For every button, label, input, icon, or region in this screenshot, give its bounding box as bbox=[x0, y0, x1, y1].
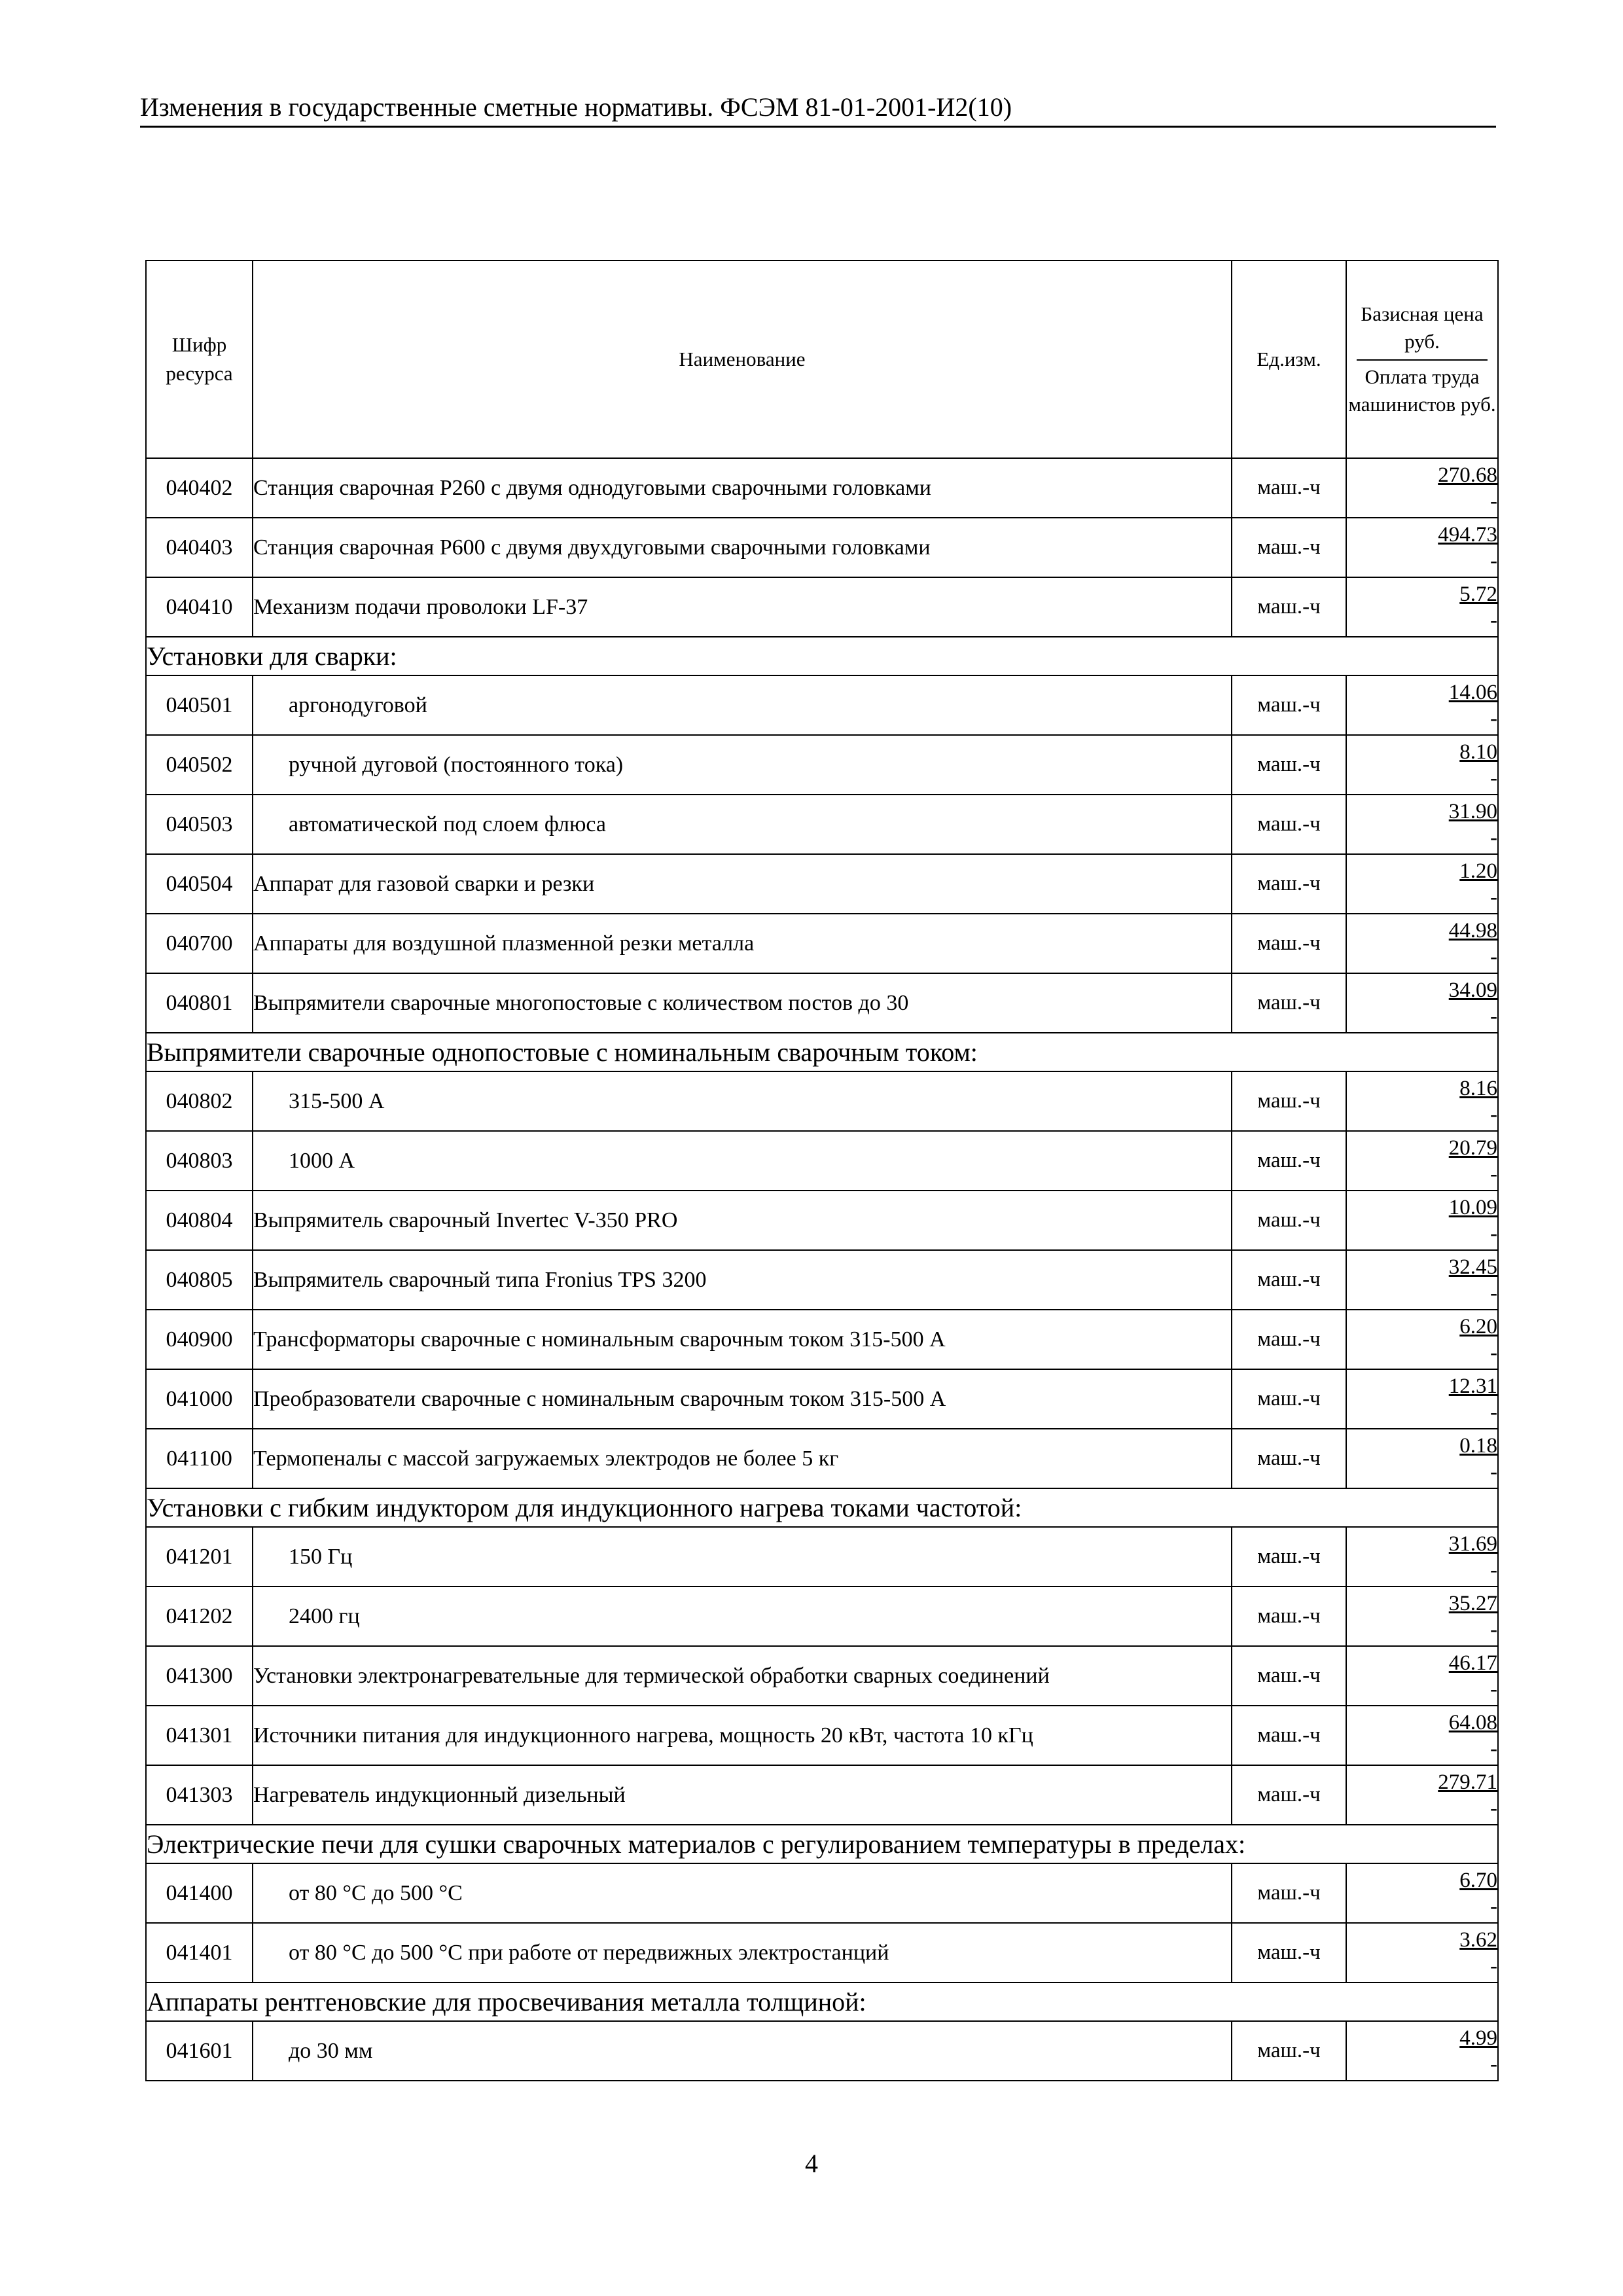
resource-code: 040801 bbox=[146, 973, 253, 1033]
operator-wage: - bbox=[1490, 1162, 1497, 1186]
operator-wage: - bbox=[1490, 1894, 1497, 1918]
base-price: 270.68 bbox=[1438, 463, 1497, 487]
resource-code: 040803 bbox=[146, 1131, 253, 1191]
resource-code: 041100 bbox=[146, 1429, 253, 1488]
resource-code: 040503 bbox=[146, 795, 253, 854]
resource-name: Механизм подачи проволоки LF-37 bbox=[253, 577, 1232, 637]
resource-code: 040402 bbox=[146, 458, 253, 518]
base-price: 6.70 bbox=[1459, 1868, 1497, 1892]
resource-name: до 30 мм bbox=[253, 2021, 1232, 2081]
table-row bbox=[146, 1527, 1498, 1587]
operator-wage: - bbox=[1490, 825, 1497, 850]
resource-name: Трансформаторы сварочные с номинальным сварочным током 315-500 А bbox=[253, 1310, 1232, 1369]
resource-code: 041000 bbox=[146, 1369, 253, 1429]
price-cell bbox=[1346, 1250, 1498, 1310]
operator-wage: - bbox=[1490, 2052, 1497, 2076]
base-price: 5.72 bbox=[1459, 582, 1497, 606]
price-cell bbox=[1346, 1706, 1498, 1765]
base-price: 64.08 bbox=[1448, 1710, 1497, 1734]
table-row bbox=[146, 2021, 1498, 2081]
operator-wage: - bbox=[1490, 608, 1497, 632]
price-cell bbox=[1346, 973, 1498, 1033]
price-cell bbox=[1346, 458, 1498, 518]
document-header: Изменения в государственные сметные нормативы. ФСЭМ 81-01-2001-И2(10) bbox=[140, 92, 1496, 128]
resource-name: ручной дуговой (постоянного тока) bbox=[253, 735, 1232, 795]
price-cell bbox=[1346, 854, 1498, 914]
operator-wage: - bbox=[1490, 1004, 1497, 1028]
operator-wage: - bbox=[1490, 1400, 1497, 1424]
table-row bbox=[146, 1765, 1498, 1825]
group-heading: Аппараты рентгеновские для просвечивания металла толщиной: bbox=[146, 1982, 1498, 2021]
resource-name: 1000 А bbox=[253, 1131, 1232, 1191]
resource-code: 041202 bbox=[146, 1587, 253, 1646]
price-cell bbox=[1346, 1191, 1498, 1250]
resource-name: Станция сварочная Р260 с двумя однодуговыми сварочными головками bbox=[253, 458, 1232, 518]
price-header-divider bbox=[1357, 359, 1488, 361]
operator-wage: - bbox=[1490, 706, 1497, 730]
unit-of-measure: маш.-ч bbox=[1232, 675, 1346, 735]
price-cell bbox=[1346, 1369, 1498, 1429]
table-row bbox=[146, 1310, 1498, 1369]
operator-wage: - bbox=[1490, 1221, 1497, 1246]
unit-of-measure: маш.-ч bbox=[1232, 458, 1346, 518]
price-cell bbox=[1346, 1429, 1498, 1488]
operator-wage: - bbox=[1490, 1281, 1497, 1305]
resource-code: 040700 bbox=[146, 914, 253, 973]
resource-code: 040403 bbox=[146, 518, 253, 577]
base-price: 20.79 bbox=[1448, 1136, 1497, 1160]
base-price: 4.99 bbox=[1459, 2026, 1497, 2050]
unit-of-measure: маш.-ч bbox=[1232, 1429, 1346, 1488]
unit-of-measure: маш.-ч bbox=[1232, 577, 1346, 637]
operator-wage: - bbox=[1490, 1954, 1497, 1978]
resource-code: 040410 bbox=[146, 577, 253, 637]
price-header-bottom: Оплата труда машинистов руб. bbox=[1348, 365, 1496, 416]
page-number: 4 bbox=[805, 2149, 818, 2178]
resource-name: Преобразователи сварочные с номинальным сварочным током 315-500 А bbox=[253, 1369, 1232, 1429]
unit-of-measure: маш.-ч bbox=[1232, 1646, 1346, 1706]
resource-code: 041601 bbox=[146, 2021, 253, 2081]
table-row bbox=[146, 675, 1498, 735]
unit-of-measure: маш.-ч bbox=[1232, 1191, 1346, 1250]
operator-wage: - bbox=[1490, 1102, 1497, 1126]
resource-name: аргонодуговой bbox=[253, 675, 1232, 735]
price-cell bbox=[1346, 1765, 1498, 1825]
price-cell bbox=[1346, 1527, 1498, 1587]
unit-of-measure: маш.-ч bbox=[1232, 1863, 1346, 1923]
base-price: 10.09 bbox=[1448, 1195, 1497, 1219]
resource-code: 041201 bbox=[146, 1527, 253, 1587]
unit-of-measure: маш.-ч bbox=[1232, 1250, 1346, 1310]
unit-of-measure: маш.-ч bbox=[1232, 795, 1346, 854]
table-row bbox=[146, 973, 1498, 1033]
resource-code: 040802 bbox=[146, 1071, 253, 1131]
price-cell bbox=[1346, 518, 1498, 577]
base-price: 8.10 bbox=[1459, 740, 1497, 764]
resource-name: Станция сварочная Р600 с двумя двухдуговыми сварочными головками bbox=[253, 518, 1232, 577]
operator-wage: - bbox=[1490, 1736, 1497, 1761]
base-price: 0.18 bbox=[1459, 1433, 1497, 1458]
price-cell bbox=[1346, 2021, 1498, 2081]
unit-of-measure: маш.-ч bbox=[1232, 1131, 1346, 1191]
operator-wage: - bbox=[1490, 1340, 1497, 1365]
base-price: 46.17 bbox=[1448, 1651, 1497, 1675]
unit-of-measure: маш.-ч bbox=[1232, 1369, 1346, 1429]
group-heading: Электрические печи для сушки сварочных материалов с регулированием температуры в пределах: bbox=[146, 1825, 1498, 1863]
table-row bbox=[146, 1923, 1498, 1982]
operator-wage: - bbox=[1490, 766, 1497, 790]
resource-name: 150 Гц bbox=[253, 1527, 1232, 1587]
price-cell bbox=[1346, 1863, 1498, 1923]
column-header-code: Шифр ресурса bbox=[146, 260, 253, 458]
base-price: 31.90 bbox=[1448, 799, 1497, 823]
resource-name: Установки электронагревательные для термической обработки сварных соединений bbox=[253, 1646, 1232, 1706]
base-price: 8.16 bbox=[1459, 1076, 1497, 1100]
table-row bbox=[146, 1369, 1498, 1429]
unit-of-measure: маш.-ч bbox=[1232, 1706, 1346, 1765]
unit-of-measure: маш.-ч bbox=[1232, 1587, 1346, 1646]
unit-of-measure: маш.-ч bbox=[1232, 973, 1346, 1033]
price-header-top: Базисная цена руб. bbox=[1361, 302, 1484, 353]
resource-table bbox=[145, 260, 1499, 2081]
operator-wage: - bbox=[1490, 944, 1497, 969]
resource-code: 041401 bbox=[146, 1923, 253, 1982]
operator-wage: - bbox=[1490, 1796, 1497, 1820]
resource-code: 040900 bbox=[146, 1310, 253, 1369]
table-row bbox=[146, 1250, 1498, 1310]
price-cell bbox=[1346, 1310, 1498, 1369]
resource-code: 041300 bbox=[146, 1646, 253, 1706]
table-header-row bbox=[146, 260, 1498, 458]
table-row bbox=[146, 1071, 1498, 1131]
unit-of-measure: маш.-ч bbox=[1232, 1765, 1346, 1825]
price-cell bbox=[1346, 795, 1498, 854]
operator-wage: - bbox=[1490, 1677, 1497, 1701]
group-heading: Установки для сварки: bbox=[146, 637, 1498, 675]
base-price: 279.71 bbox=[1438, 1770, 1497, 1794]
resource-code: 041301 bbox=[146, 1706, 253, 1765]
base-price: 14.06 bbox=[1448, 680, 1497, 704]
unit-of-measure: маш.-ч bbox=[1232, 1923, 1346, 1982]
resource-name: от 80 °С до 500 °С bbox=[253, 1863, 1232, 1923]
resource-name: Аппараты для воздушной плазменной резки металла bbox=[253, 914, 1232, 973]
resource-code: 041400 bbox=[146, 1863, 253, 1923]
table-row bbox=[146, 1191, 1498, 1250]
resource-name: Источники питания для индукционного нагрева, мощность 20 кВт, частота 10 кГц bbox=[253, 1706, 1232, 1765]
operator-wage: - bbox=[1490, 1558, 1497, 1582]
base-price: 6.20 bbox=[1459, 1314, 1497, 1338]
table-body bbox=[146, 458, 1498, 2081]
base-price: 35.27 bbox=[1448, 1591, 1497, 1615]
price-cell bbox=[1346, 914, 1498, 973]
operator-wage: - bbox=[1490, 1460, 1497, 1484]
unit-of-measure: маш.-ч bbox=[1232, 518, 1346, 577]
resource-code: 040504 bbox=[146, 854, 253, 914]
base-price: 494.73 bbox=[1438, 522, 1497, 547]
unit-of-measure: маш.-ч bbox=[1232, 854, 1346, 914]
group-heading-row bbox=[146, 1982, 1498, 2021]
resource-name: автоматической под слоем флюса bbox=[253, 795, 1232, 854]
unit-of-measure: маш.-ч bbox=[1232, 1071, 1346, 1131]
group-heading-row bbox=[146, 1825, 1498, 1863]
operator-wage: - bbox=[1490, 1617, 1497, 1641]
resource-code: 040502 bbox=[146, 735, 253, 795]
resource-code: 041303 bbox=[146, 1765, 253, 1825]
resource-name: Выпрямитель сварочный типа Fronius TPS 3200 bbox=[253, 1250, 1232, 1310]
column-header-unit: Ед.изм. bbox=[1232, 260, 1346, 458]
resource-name: от 80 °С до 500 °С при работе от передвижных электростанций bbox=[253, 1923, 1232, 1982]
unit-of-measure: маш.-ч bbox=[1232, 735, 1346, 795]
table-row bbox=[146, 1429, 1498, 1488]
table-row bbox=[146, 1863, 1498, 1923]
price-cell bbox=[1346, 577, 1498, 637]
base-price: 32.45 bbox=[1448, 1255, 1497, 1279]
price-cell bbox=[1346, 1587, 1498, 1646]
resource-code: 040501 bbox=[146, 675, 253, 735]
price-cell bbox=[1346, 1923, 1498, 1982]
resource-name: Выпрямители сварочные многопостовые с количеством постов до 30 bbox=[253, 973, 1232, 1033]
base-price: 12.31 bbox=[1448, 1374, 1497, 1398]
price-cell bbox=[1346, 1071, 1498, 1131]
base-price: 44.98 bbox=[1448, 918, 1497, 942]
operator-wage: - bbox=[1490, 885, 1497, 909]
column-header-name: Наименование bbox=[253, 260, 1232, 458]
group-heading-row bbox=[146, 1033, 1498, 1071]
unit-of-measure: маш.-ч bbox=[1232, 1310, 1346, 1369]
table-row bbox=[146, 914, 1498, 973]
table-row bbox=[146, 735, 1498, 795]
resource-name: Термопеналы с массой загружаемых электродов не более 5 кг bbox=[253, 1429, 1232, 1488]
base-price: 31.69 bbox=[1448, 1532, 1497, 1556]
table-row bbox=[146, 1646, 1498, 1706]
table-row bbox=[146, 518, 1498, 577]
resource-name: 2400 гц bbox=[253, 1587, 1232, 1646]
resource-code: 040805 bbox=[146, 1250, 253, 1310]
group-heading: Выпрямители сварочные однопостовые с номинальным сварочным током: bbox=[146, 1033, 1498, 1071]
resource-name: Аппарат для газовой сварки и резки bbox=[253, 854, 1232, 914]
unit-of-measure: маш.-ч bbox=[1232, 1527, 1346, 1587]
table-row bbox=[146, 577, 1498, 637]
operator-wage: - bbox=[1490, 489, 1497, 513]
table-row bbox=[146, 1587, 1498, 1646]
group-heading: Установки с гибким индуктором для индукционного нагрева токами частотой: bbox=[146, 1488, 1498, 1527]
unit-of-measure: маш.-ч bbox=[1232, 2021, 1346, 2081]
group-heading-row bbox=[146, 637, 1498, 675]
price-cell bbox=[1346, 675, 1498, 735]
price-cell bbox=[1346, 1646, 1498, 1706]
table-row bbox=[146, 1131, 1498, 1191]
resource-name: 315-500 А bbox=[253, 1071, 1232, 1131]
price-cell bbox=[1346, 735, 1498, 795]
resource-code: 040804 bbox=[146, 1191, 253, 1250]
table-row bbox=[146, 854, 1498, 914]
base-price: 3.62 bbox=[1459, 1928, 1497, 1952]
base-price: 34.09 bbox=[1448, 978, 1497, 1002]
column-header-price bbox=[1346, 260, 1498, 458]
group-heading-row bbox=[146, 1488, 1498, 1527]
table-row bbox=[146, 795, 1498, 854]
base-price: 1.20 bbox=[1459, 859, 1497, 883]
price-cell bbox=[1346, 1131, 1498, 1191]
operator-wage: - bbox=[1490, 548, 1497, 573]
resource-name: Выпрямитель сварочный Invertec V-350 PRO bbox=[253, 1191, 1232, 1250]
resource-name: Нагреватель индукционный дизельный bbox=[253, 1765, 1232, 1825]
table-row bbox=[146, 458, 1498, 518]
unit-of-measure: маш.-ч bbox=[1232, 914, 1346, 973]
table-row bbox=[146, 1706, 1498, 1765]
